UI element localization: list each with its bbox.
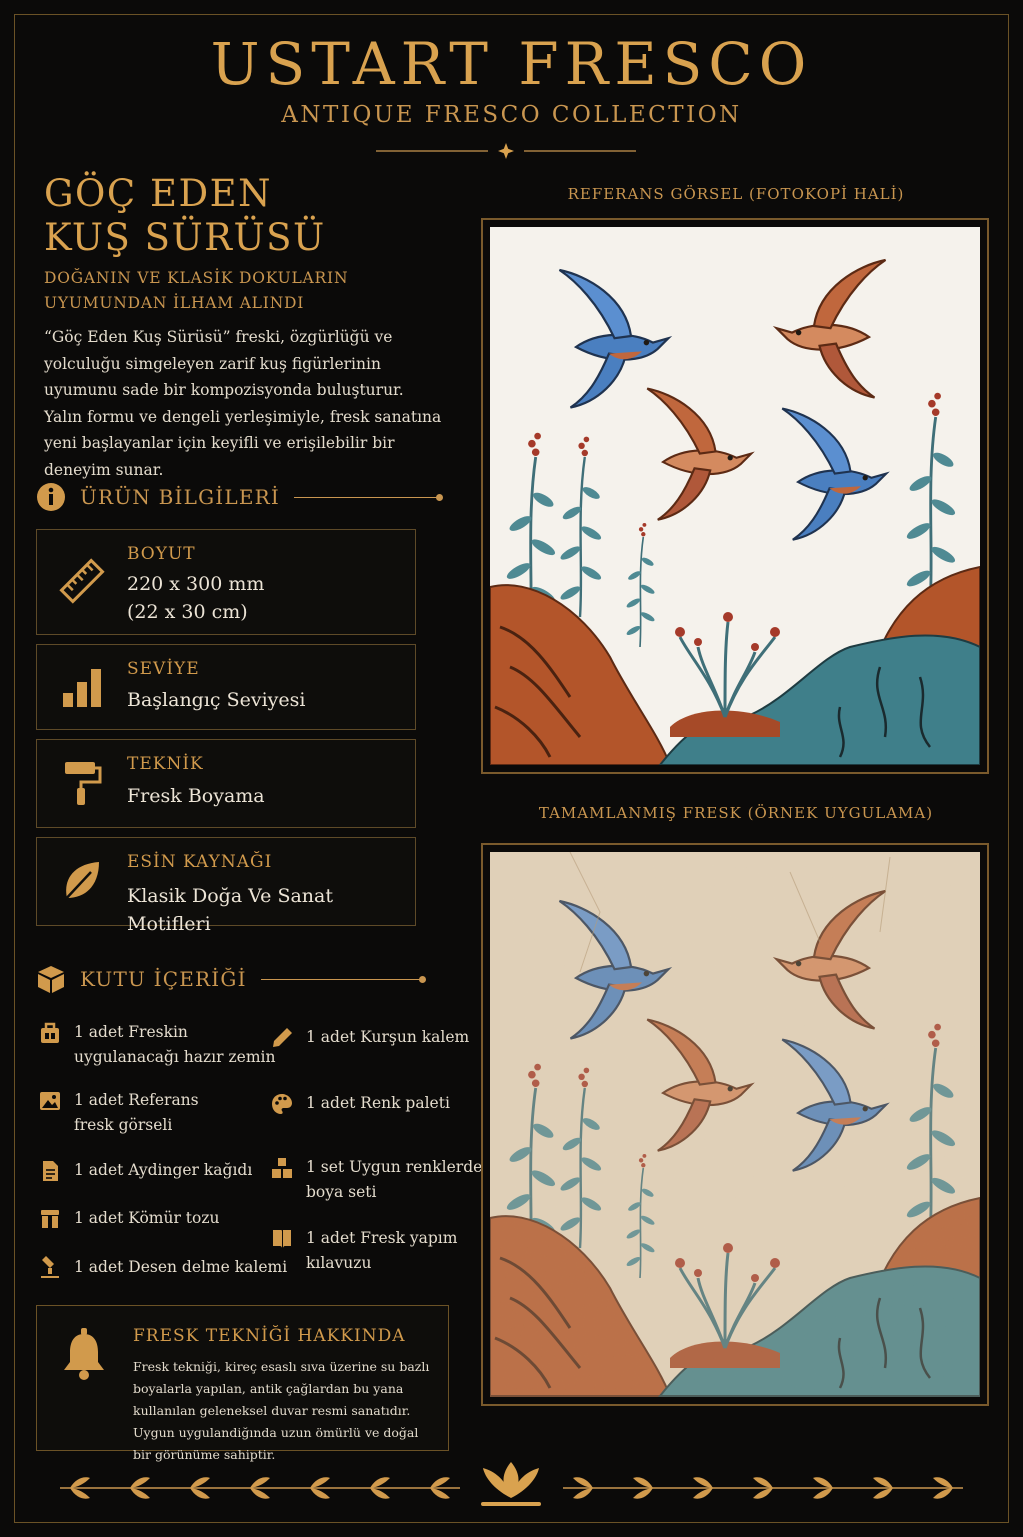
info-card-technique-label: TEKNİK <box>127 754 204 774</box>
box-section-label: KUTU İÇERİĞİ <box>80 967 247 991</box>
box-item-charcoal <box>38 1206 220 1231</box>
product-title-line2: KUŞ SÜRÜSÜ <box>44 216 326 259</box>
technique-text: Fresk tekniği, kireç esaslı sıva üzerine su bazlı boyalarla yapılan, antik çağlardan bu yana kullanılan geleneksel duvar resmi sanatıdır. Uygun uygulandiğında uzun ömürlü ve doğal bir görünüme sahiptir. <box>133 1359 430 1462</box>
box-item-ground-text: 1 adet Freskin uygulanacağı hazır zemin <box>74 1023 276 1066</box>
book-icon <box>270 1227 294 1251</box>
box-section-heading <box>36 964 423 994</box>
product-tagline: DOĞANIN VE KLASİK DOKULARIN UYUMUNDAN İLHAM ALINDI <box>44 269 349 312</box>
box-item-palette <box>270 1091 450 1116</box>
image-icon <box>38 1089 62 1113</box>
reference-image-frame <box>481 218 989 774</box>
document-icon <box>38 1159 62 1183</box>
box-item-tracing-paper-text: 1 adet Aydinger kağıdı <box>74 1161 253 1179</box>
leaf-icon <box>59 858 105 904</box>
size-cm: (22 x 30 cm) <box>127 601 248 623</box>
ruler-icon <box>59 558 105 604</box>
brand-title: USTART FRESCO <box>210 30 813 98</box>
info-icon <box>36 482 66 512</box>
paint-set-icon <box>270 1156 294 1180</box>
info-card-level <box>36 644 416 730</box>
header-divider <box>376 142 636 160</box>
box-item-charcoal-text: 1 adet Kömür tozu <box>74 1209 220 1227</box>
box-item-reference-text: 1 adet Referans fresk görseli <box>74 1091 199 1134</box>
pencil-icon <box>270 1026 294 1050</box>
box-item-paint-set <box>270 1155 482 1205</box>
box-item-reference <box>38 1088 199 1138</box>
reference-caption: REFERANS GÖRSEL (FOTOKOPİ HALİ) <box>567 185 905 203</box>
box-item-tracing-paper <box>38 1158 252 1183</box>
box-item-paint-set-text: 1 set Uygun renklerde boya seti <box>306 1158 483 1201</box>
info-card-technique <box>36 739 416 828</box>
product-description: “Göç Eden Kuş Sürüsü” freski, özgürlüğü ve yolculuğu simgeleyen zarif kuş figürlerinin uyumunu sade bir kompozisyonda buluşturur. Yalın formu ve dengeli yerleşimiyle, fresk sanatına yeni başlayanlar için keyifli ve erişilebilir bir deneyim sunar. <box>44 328 442 479</box>
info-card-level-value: Başlangıç Seviyesi <box>127 689 306 711</box>
footer-ornament <box>40 1458 983 1518</box>
product-title-line1: GÖÇ EDEN <box>44 172 273 215</box>
reference-image <box>490 227 980 765</box>
brand-subtitle: ANTIQUE FRESCO COLLECTION <box>281 102 742 128</box>
info-section-label: ÜRÜN BİLGİLERİ <box>80 485 281 509</box>
completed-fresco-image <box>490 852 980 1397</box>
info-card-size-value <box>127 570 264 626</box>
toolbox-icon <box>38 1021 62 1045</box>
box-item-guide <box>270 1226 457 1276</box>
completed-caption: TAMAMLANMIŞ FRESK (ÖRNEK UYGULAMA) <box>538 804 934 822</box>
info-card-inspiration-value: Klasik Doğa Ve Sanat Motifleri <box>127 885 333 935</box>
info-card-size <box>36 529 416 635</box>
box-section-rule <box>261 979 423 980</box>
info-card-inspiration <box>36 837 416 935</box>
stylus-icon <box>38 1256 62 1280</box>
technique-heading: FRESK TEKNİĞİ HAKKINDA <box>133 1326 406 1346</box>
box-item-pencil-text: 1 adet Kurşun kalem <box>306 1028 470 1046</box>
box-item-ground <box>38 1020 275 1070</box>
bar-chart-icon <box>59 665 105 711</box>
palette-icon <box>270 1092 294 1116</box>
box-icon <box>36 964 66 994</box>
info-card-inspiration-label: ESİN KAYNAĞI <box>127 852 273 872</box>
info-card-size-label: BOYUT <box>127 544 196 564</box>
box-item-guide-text: 1 adet Fresk yapım kılavuzu <box>306 1229 458 1272</box>
jar-icon <box>38 1207 62 1231</box>
box-item-palette-text: 1 adet Renk paleti <box>306 1094 450 1112</box>
info-card-technique-value: Fresk Boyama <box>127 785 265 807</box>
info-section-heading <box>36 482 440 512</box>
size-mm: 220 x 300 mm <box>127 573 265 595</box>
info-section-rule <box>294 497 440 498</box>
box-item-stylus-text: 1 adet Desen delme kalemi <box>74 1258 288 1276</box>
product-title <box>44 172 326 260</box>
box-item-pencil <box>270 1025 469 1050</box>
info-card-level-label: SEVİYE <box>127 659 200 679</box>
bell-icon <box>61 1328 107 1380</box>
technique-info-box <box>36 1305 449 1462</box>
completed-image-frame <box>481 843 989 1406</box>
paint-roller-icon <box>59 760 105 806</box>
box-item-stylus <box>38 1255 287 1280</box>
